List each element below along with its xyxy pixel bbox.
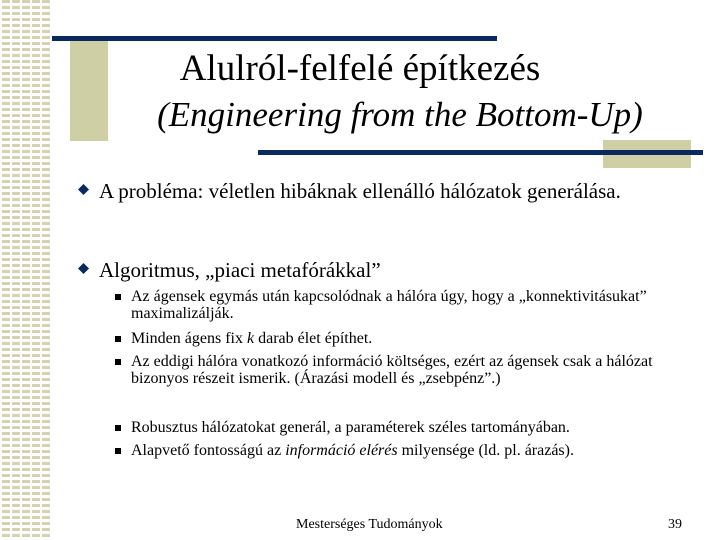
bullet-text: Algoritmus, „piaci metafórákkal” bbox=[99, 258, 381, 282]
square-bullet-icon bbox=[115, 448, 121, 454]
title-bottom-rule bbox=[258, 150, 703, 155]
square-bullet-icon bbox=[115, 359, 121, 365]
sub-bullet-text: Az eddigi hálóra vonatkozó információ költséges, ezért az ágensek csak a hálózat bizonyos részeit ismerik. (Árazási modell és „zsebpénz”.) bbox=[131, 353, 653, 387]
emphasis-information-access: információ elérés bbox=[285, 442, 398, 459]
diamond-bullet-icon bbox=[78, 184, 89, 195]
square-bullet-icon bbox=[115, 336, 121, 342]
slide-subtitle: (Engineering from the Bottom-Up) bbox=[157, 95, 643, 134]
diamond-bullet-icon bbox=[78, 263, 89, 274]
page-number: 39 bbox=[668, 517, 682, 532]
footer-course: Mesterséges Tudományok bbox=[296, 517, 443, 532]
sub-bullet-text: Az ágensek egymás után kapcsolódnak a hálóra úgy, hogy a „konnektivitásukat” maximalizálják. bbox=[131, 288, 647, 322]
slide-title: Alulról-felfelé építkezés bbox=[179, 48, 541, 89]
emphasis-k: k bbox=[246, 330, 255, 347]
sub-bullet-text: Alapvető fontosságú az információ elérés milyensége (ld. pl. árazás). bbox=[131, 442, 574, 459]
bullet-text: A probléma: véletlen hibáknak ellenálló hálózatok generálása. bbox=[99, 179, 621, 203]
sub-bullet-text: Minden ágens fix k darab élet építhet. bbox=[131, 330, 373, 347]
square-bullet-icon bbox=[115, 294, 121, 300]
square-bullet-icon bbox=[115, 425, 121, 431]
sub-bullet-text: Robusztus hálózatokat generál, a paraméterek széles tartományában. bbox=[131, 419, 570, 436]
title-top-rule bbox=[52, 36, 497, 41]
